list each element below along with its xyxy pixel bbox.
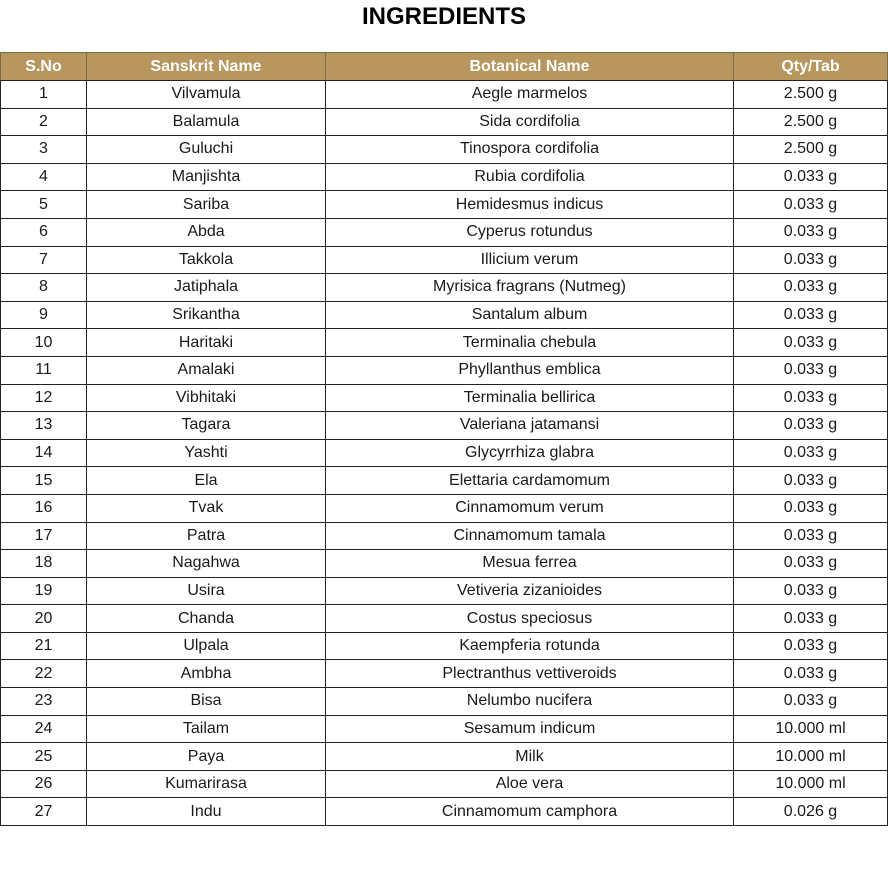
serial-number-cell: 16 (1, 494, 87, 522)
table-row (1, 163, 888, 191)
botanical-name-cell: Glycyrrhiza glabra (326, 439, 734, 467)
quantity-cell: 0.033 g (734, 301, 888, 329)
table-row (1, 632, 888, 660)
botanical-name-cell: Phyllanthus emblica (326, 356, 734, 384)
sanskrit-name-cell: Tailam (87, 715, 326, 743)
table-row (1, 136, 888, 164)
table-body (1, 81, 888, 826)
botanical-name-cell: Rubia cordifolia (326, 163, 734, 191)
table-row (1, 743, 888, 771)
serial-number-cell: 2 (1, 108, 87, 136)
table-row (1, 522, 888, 550)
serial-number-cell: 5 (1, 191, 87, 219)
sanskrit-name-cell: Bisa (87, 688, 326, 716)
quantity-cell: 0.033 g (734, 218, 888, 246)
serial-number-cell: 24 (1, 715, 87, 743)
serial-number-cell: 22 (1, 660, 87, 688)
sanskrit-name-cell: Ambha (87, 660, 326, 688)
botanical-name-cell: Aloe vera (326, 770, 734, 798)
serial-number-cell: 17 (1, 522, 87, 550)
botanical-name-cell: Cyperus rotundus (326, 218, 734, 246)
serial-number-cell: 8 (1, 274, 87, 302)
botanical-name-cell: Cinnamomum camphora (326, 798, 734, 826)
quantity-cell: 0.033 g (734, 467, 888, 495)
serial-number-cell: 13 (1, 412, 87, 440)
quantity-cell: 0.026 g (734, 798, 888, 826)
serial-number-cell: 21 (1, 632, 87, 660)
quantity-cell: 0.033 g (734, 550, 888, 578)
table-row (1, 770, 888, 798)
sanskrit-name-cell: Abda (87, 218, 326, 246)
sanskrit-name-cell: Haritaki (87, 329, 326, 357)
serial-number-cell: 4 (1, 163, 87, 191)
sanskrit-name-cell: Tagara (87, 412, 326, 440)
quantity-cell: 0.033 g (734, 329, 888, 357)
quantity-cell: 0.033 g (734, 632, 888, 660)
table-row (1, 81, 888, 109)
sanskrit-name-cell: Indu (87, 798, 326, 826)
sanskrit-name-cell: Vibhitaki (87, 384, 326, 412)
table-row (1, 688, 888, 716)
sanskrit-name-cell: Patra (87, 522, 326, 550)
table-row (1, 246, 888, 274)
serial-number-cell: 7 (1, 246, 87, 274)
sanskrit-name-cell: Manjishta (87, 163, 326, 191)
quantity-cell: 0.033 g (734, 191, 888, 219)
sanskrit-name-cell: Srikantha (87, 301, 326, 329)
botanical-name-cell: Plectranthus vettiveroids (326, 660, 734, 688)
sanskrit-name-cell: Guluchi (87, 136, 326, 164)
sanskrit-name-cell: Jatiphala (87, 274, 326, 302)
serial-number-cell: 1 (1, 81, 87, 109)
sanskrit-name-cell: Ela (87, 467, 326, 495)
botanical-name-cell: Terminalia bellirica (326, 384, 734, 412)
botanical-name-cell: Sida cordifolia (326, 108, 734, 136)
sanskrit-name-cell: Chanda (87, 605, 326, 633)
table-row (1, 301, 888, 329)
table-row (1, 439, 888, 467)
table-header (1, 53, 888, 81)
header-row (1, 53, 888, 81)
quantity-cell: 0.033 g (734, 412, 888, 440)
serial-number-cell: 14 (1, 439, 87, 467)
table-row (1, 577, 888, 605)
serial-number-cell: 9 (1, 301, 87, 329)
botanical-name-cell: Vetiveria zizanioides (326, 577, 734, 605)
botanical-name-cell: Santalum album (326, 301, 734, 329)
quantity-cell: 10.000 ml (734, 743, 888, 771)
quantity-cell: 2.500 g (734, 136, 888, 164)
table-row (1, 356, 888, 384)
column-header-serial-number: S.No (1, 53, 87, 81)
sanskrit-name-cell: Paya (87, 743, 326, 771)
table-row (1, 218, 888, 246)
table-row (1, 660, 888, 688)
botanical-name-cell: Aegle marmelos (326, 81, 734, 109)
quantity-cell: 0.033 g (734, 356, 888, 384)
column-header-quantity-per-tablet: Qty/Tab (734, 53, 888, 81)
sanskrit-name-cell: Nagahwa (87, 550, 326, 578)
column-header-sanskrit-name: Sanskrit Name (87, 53, 326, 81)
botanical-name-cell: Kaempferia rotunda (326, 632, 734, 660)
serial-number-cell: 10 (1, 329, 87, 357)
sanskrit-name-cell: Takkola (87, 246, 326, 274)
table-row (1, 329, 888, 357)
quantity-cell: 0.033 g (734, 577, 888, 605)
quantity-cell: 2.500 g (734, 108, 888, 136)
serial-number-cell: 18 (1, 550, 87, 578)
table-row (1, 191, 888, 219)
sanskrit-name-cell: Ulpala (87, 632, 326, 660)
quantity-cell: 0.033 g (734, 274, 888, 302)
botanical-name-cell: Hemidesmus indicus (326, 191, 734, 219)
quantity-cell: 0.033 g (734, 522, 888, 550)
serial-number-cell: 20 (1, 605, 87, 633)
table-row (1, 798, 888, 826)
sanskrit-name-cell: Kumarirasa (87, 770, 326, 798)
quantity-cell: 0.033 g (734, 246, 888, 274)
serial-number-cell: 12 (1, 384, 87, 412)
table-row (1, 494, 888, 522)
quantity-cell: 0.033 g (734, 439, 888, 467)
quantity-cell: 0.033 g (734, 605, 888, 633)
sanskrit-name-cell: Usira (87, 577, 326, 605)
serial-number-cell: 11 (1, 356, 87, 384)
quantity-cell: 0.033 g (734, 688, 888, 716)
serial-number-cell: 25 (1, 743, 87, 771)
table-row (1, 108, 888, 136)
ingredients-table (0, 52, 888, 826)
sanskrit-name-cell: Balamula (87, 108, 326, 136)
serial-number-cell: 19 (1, 577, 87, 605)
botanical-name-cell: Tinospora cordifolia (326, 136, 734, 164)
quantity-cell: 10.000 ml (734, 770, 888, 798)
quantity-cell: 0.033 g (734, 494, 888, 522)
sanskrit-name-cell: Amalaki (87, 356, 326, 384)
page-title: INGREDIENTS (361, 3, 526, 30)
table-row (1, 467, 888, 495)
serial-number-cell: 6 (1, 218, 87, 246)
sanskrit-name-cell: Tvak (87, 494, 326, 522)
table-row (1, 550, 888, 578)
table-row (1, 412, 888, 440)
table-row (1, 605, 888, 633)
table-row (1, 274, 888, 302)
sanskrit-name-cell: Sariba (87, 191, 326, 219)
sanskrit-name-cell: Vilvamula (87, 81, 326, 109)
botanical-name-cell: Costus speciosus (326, 605, 734, 633)
sanskrit-name-cell: Yashti (87, 439, 326, 467)
botanical-name-cell: Cinnamomum verum (326, 494, 734, 522)
quantity-cell: 0.033 g (734, 660, 888, 688)
table-row (1, 384, 888, 412)
botanical-name-cell: Valeriana jatamansi (326, 412, 734, 440)
botanical-name-cell: Illicium verum (326, 246, 734, 274)
serial-number-cell: 27 (1, 798, 87, 826)
quantity-cell: 0.033 g (734, 163, 888, 191)
botanical-name-cell: Nelumbo nucifera (326, 688, 734, 716)
botanical-name-cell: Elettaria cardamomum (326, 467, 734, 495)
column-header-botanical-name: Botanical Name (326, 53, 734, 81)
table-row (1, 715, 888, 743)
serial-number-cell: 15 (1, 467, 87, 495)
serial-number-cell: 3 (1, 136, 87, 164)
quantity-cell: 2.500 g (734, 81, 888, 109)
botanical-name-cell: Myrisica fragrans (Nutmeg) (326, 274, 734, 302)
quantity-cell: 0.033 g (734, 384, 888, 412)
botanical-name-cell: Sesamum indicum (326, 715, 734, 743)
botanical-name-cell: Terminalia chebula (326, 329, 734, 357)
quantity-cell: 10.000 ml (734, 715, 888, 743)
botanical-name-cell: Milk (326, 743, 734, 771)
serial-number-cell: 26 (1, 770, 87, 798)
botanical-name-cell: Cinnamomum tamala (326, 522, 734, 550)
botanical-name-cell: Mesua ferrea (326, 550, 734, 578)
serial-number-cell: 23 (1, 688, 87, 716)
